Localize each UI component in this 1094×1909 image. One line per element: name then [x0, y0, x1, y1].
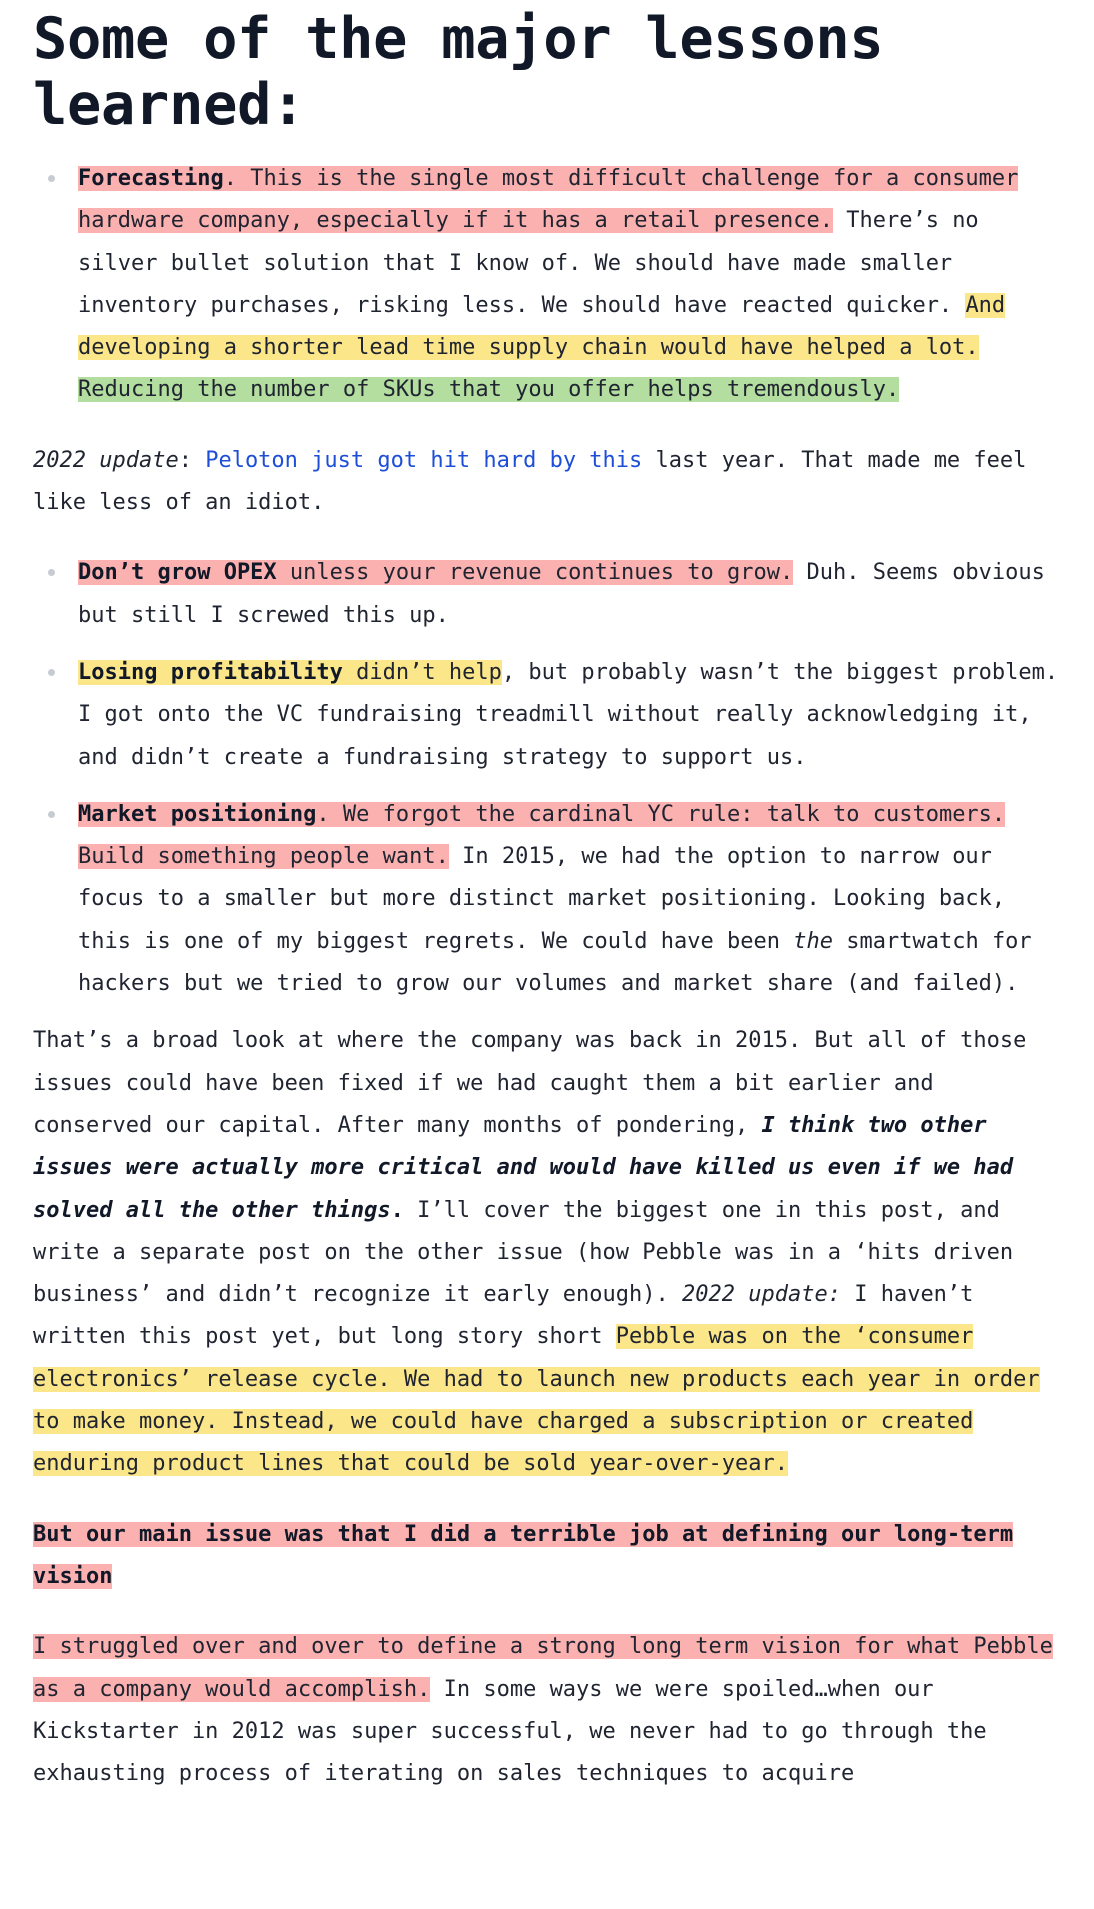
paragraph-text: That’s a broad look at where the company was back in 2015. But all of those issues could have been fixed if we had caught them a bit earlier and conserved our capital. After many months of pondering, [33, 1028, 1027, 1138]
highlight-yellow [78, 660, 502, 685]
broad-look-paragraph [33, 1020, 1061, 1485]
highlight-red: . This is the single most difficult challenge for a consumer hardware company, especially if it has a retail presence. [78, 166, 1019, 234]
highlight-green: Reducing the number of SKUs that you offer helps tremendously. [78, 377, 900, 403]
lesson-highlight-text: . We forgot the cardinal YC rule: talk to customers. Build something people want. [78, 801, 1006, 870]
lesson-text: , but probably wasn’t the biggest problem. I got onto the VC fundraising treadmill without really acknowledging it, and didn’t create a fundraising strategy to support us. [78, 659, 1059, 770]
lesson-highlight-text: didn’t help [342, 659, 502, 685]
list-item-forecasting [78, 158, 1061, 412]
paragraph-text: I haven’t written this post yet, but long story short [33, 1282, 974, 1350]
struggle-paragraph [33, 1626, 1061, 1795]
lesson-title: Losing profitability [78, 659, 343, 685]
update-label: 2022 update: [682, 1282, 841, 1308]
strong-emphasis: I think two other issues were actually more critical and would have killed us even if we had solved all the other things [33, 1112, 1014, 1223]
lesson-text-end: smartwatch for hackers but we tried to grow our volumes and market share (and failed). [78, 928, 1032, 997]
lesson-title: Market positioning [78, 801, 317, 827]
section-heading: Some of the major lessons learned: [33, 6, 884, 138]
lesson-highlight-text: unless your revenue continues to grow. [276, 560, 794, 586]
peloton-link[interactable]: Peloton just got hit hard by this [205, 447, 643, 473]
lesson-title: Don’t grow OPEX [78, 560, 277, 586]
update-rest: last year. That made me feel like less of an idiot. [33, 447, 1027, 516]
highlight-yellow: And developing a shorter lead time supply chain would have helped a lot. [78, 292, 1006, 361]
lesson-title: Forecasting [78, 166, 224, 191]
lesson-text: Duh. Seems obvious but still I screwed this up. [78, 560, 1045, 628]
lessons-list-1 [33, 158, 1061, 412]
update-label: 2022 update [33, 447, 179, 473]
paragraph-text: I’ll cover the biggest one in this post, and write a separate post on the other issue (how Pebble was in a ‘hits driven business’ and didn’t recognize it early enough). [33, 1197, 1014, 1308]
update-2022-paragraph [33, 440, 1061, 525]
highlight-red [78, 560, 793, 585]
list-item-profitability [78, 652, 1061, 779]
paragraph-text: In some ways we were spoiled…when our Kickstarter in 2012 was super successful, we never had to go through the exhausting process of iterating on sales techniques to acquire [33, 1676, 987, 1787]
highlight-yellow: Pebble was on the ‘consumer electronics’ release cycle. We had to launch new products each year in order to make money. Instead, we could have charged a subscription or created enduring product lines that could be sold year-over-year. [33, 1324, 1040, 1477]
main-issue-highlight: But our main issue was that I did a terrible job at defining our long-term vision [33, 1521, 1014, 1589]
lesson-text: In 2015, we had the option to narrow our focus to a smaller but more distinct market positioning. Looking back, this is one of my biggest regrets. We could have been [78, 844, 1006, 954]
strong-dot: . [390, 1197, 404, 1223]
main-issue-paragraph [33, 1514, 1061, 1599]
list-item-market-positioning [78, 794, 1061, 1005]
highlight-red: I struggled over and over to define a strong long term vision for what Pebble as a company would accomplish. [33, 1634, 1053, 1702]
list-item-opex [78, 552, 1061, 637]
lessons-list-2 [33, 552, 1061, 1005]
emphasis-the: the [793, 928, 833, 954]
lesson-text: There’s no silver bullet solution that I know of. We should have made smaller inventory purchases, risking less. We should have reacted quicker. [78, 208, 979, 318]
update-colon: : [178, 447, 206, 473]
